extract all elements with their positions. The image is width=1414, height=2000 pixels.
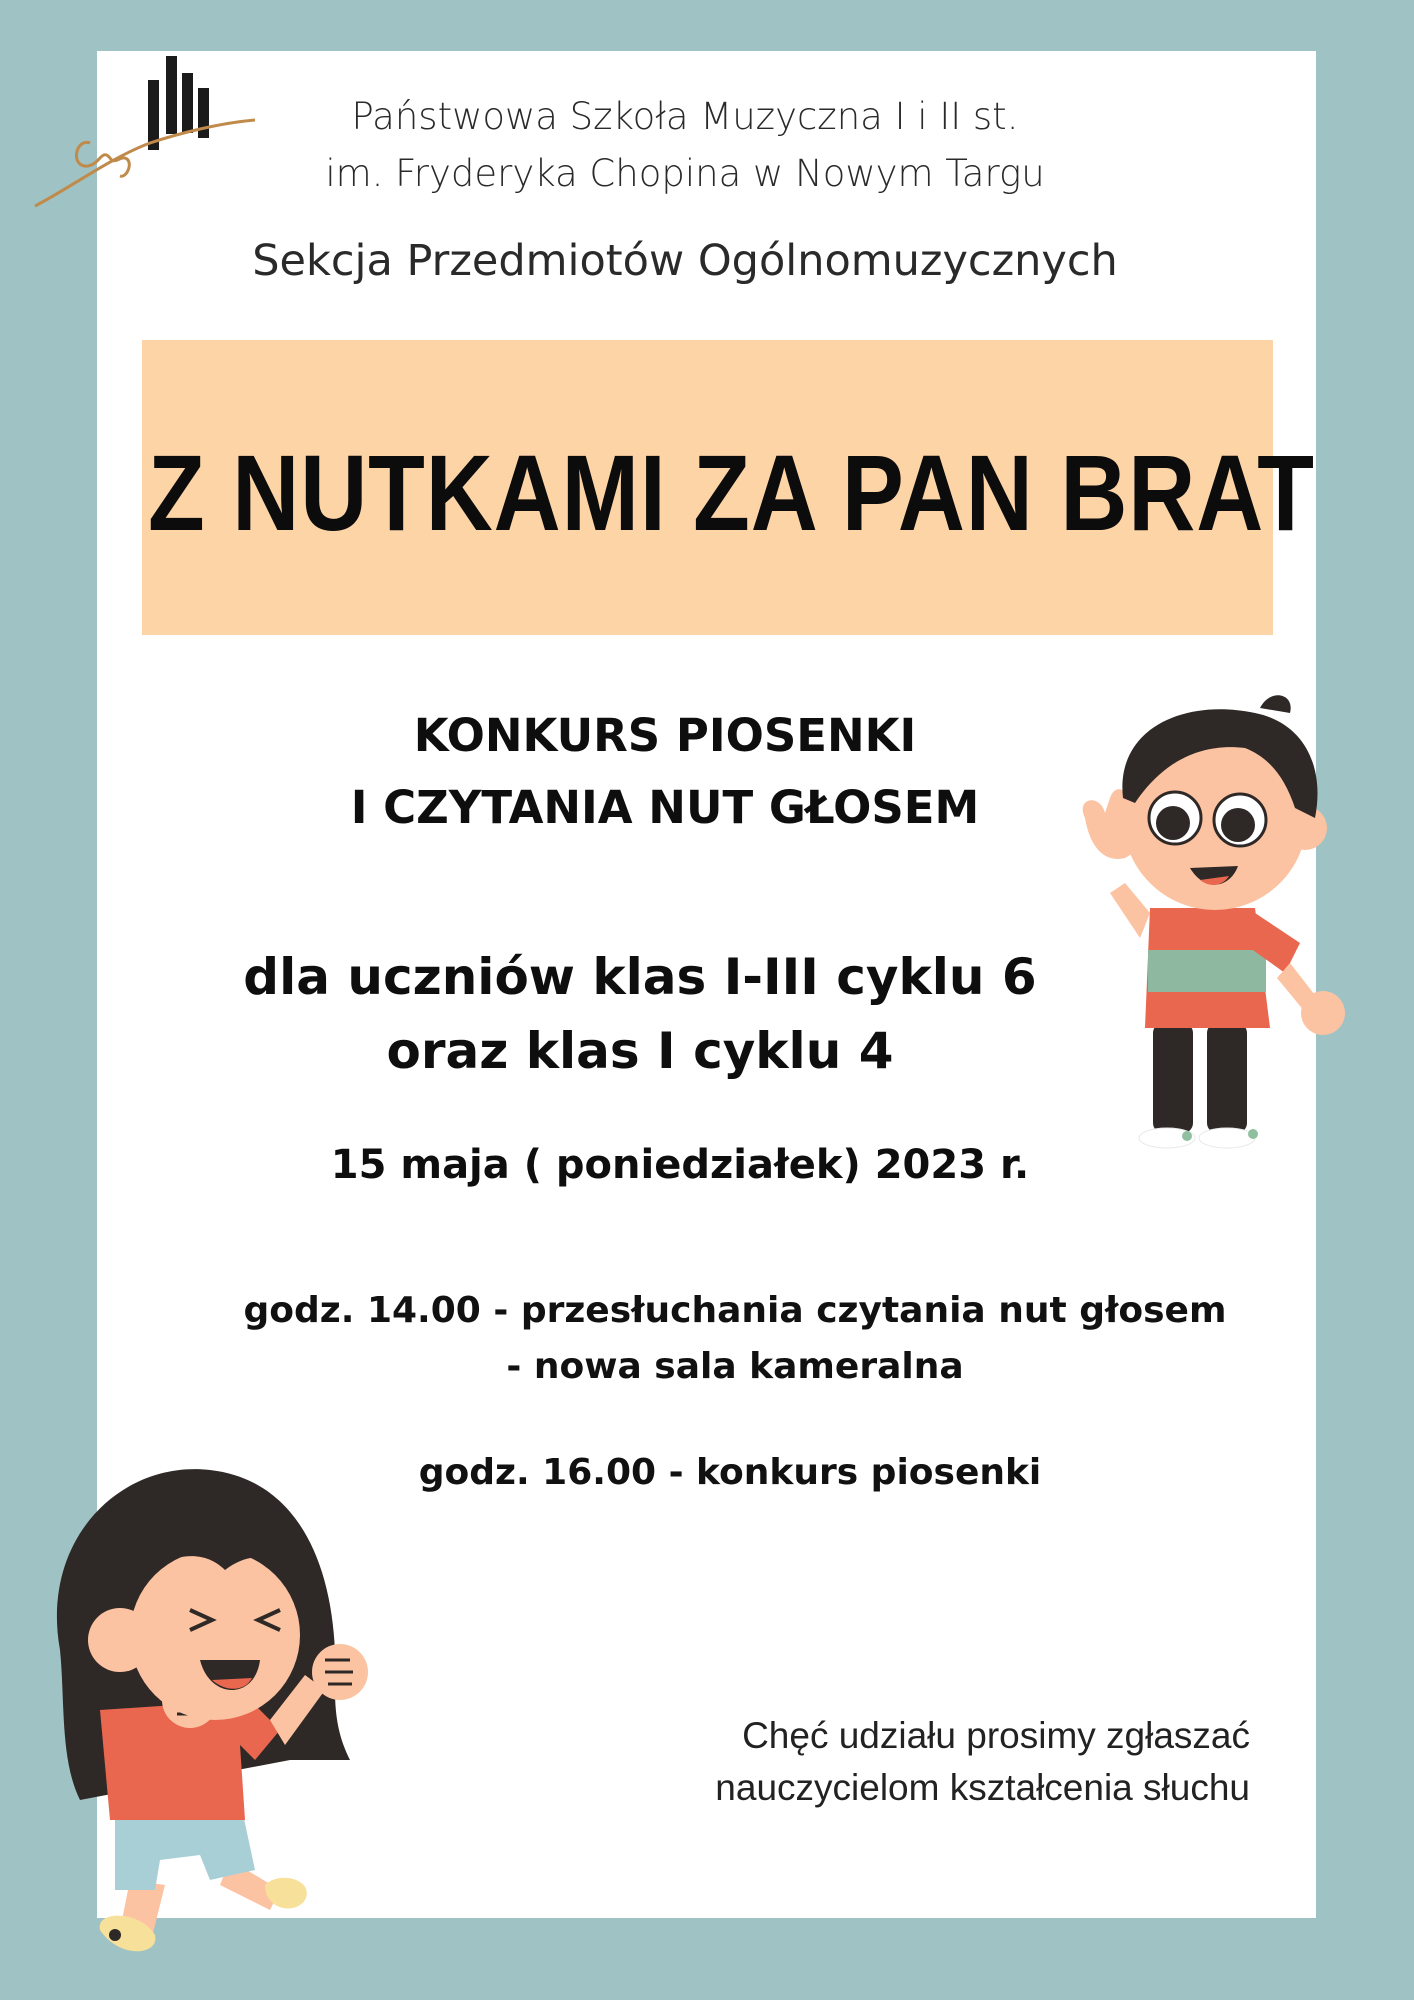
audience-line1: dla uczniów klas I-III cyklu 6 (243, 948, 1037, 1006)
schedule-item-1-line2: - nowa sala kameralna (506, 1346, 964, 1387)
school-logo (30, 48, 260, 213)
subtitle-line2: I CZYTANIA NUT GŁOSEM (350, 781, 980, 834)
registration-note (600, 1710, 1250, 1814)
note-line2: nauczycielom kształcenia słuchu (715, 1767, 1250, 1808)
section-name: Sekcja Przedmiotów Ogólnomuzycznych (252, 236, 1118, 286)
contest-subtitle (250, 700, 1080, 844)
audience-line2: oraz klas I cyklu 4 (386, 1022, 894, 1080)
note-line1: Chęć udziału prosimy zgłaszać (742, 1715, 1250, 1756)
girl-illustration (40, 1460, 390, 1955)
audience-text (190, 940, 1090, 1088)
school-name (250, 88, 1120, 202)
event-date: 15 maja ( poniedziałek) 2023 r. (330, 1142, 1030, 1188)
schedule-item-1 (240, 1283, 1230, 1395)
boy-illustration (1055, 688, 1360, 1158)
subtitle-line1: KONKURS PIOSENKI (413, 709, 917, 762)
schedule-item-2: godz. 16.00 - konkurs piosenki (418, 1452, 1042, 1493)
schedule-item-1-line1: godz. 14.00 - przesłuchania czytania nut głosem (243, 1290, 1227, 1331)
school-name-line2: im. Fryderyka Chopina w Nowym Targu (325, 152, 1045, 195)
school-name-line1: Państwowa Szkoła Muzyczna I i II st. (351, 95, 1019, 138)
poster-title: Z NUTKAMI ZA PAN BRAT (148, 432, 1315, 553)
